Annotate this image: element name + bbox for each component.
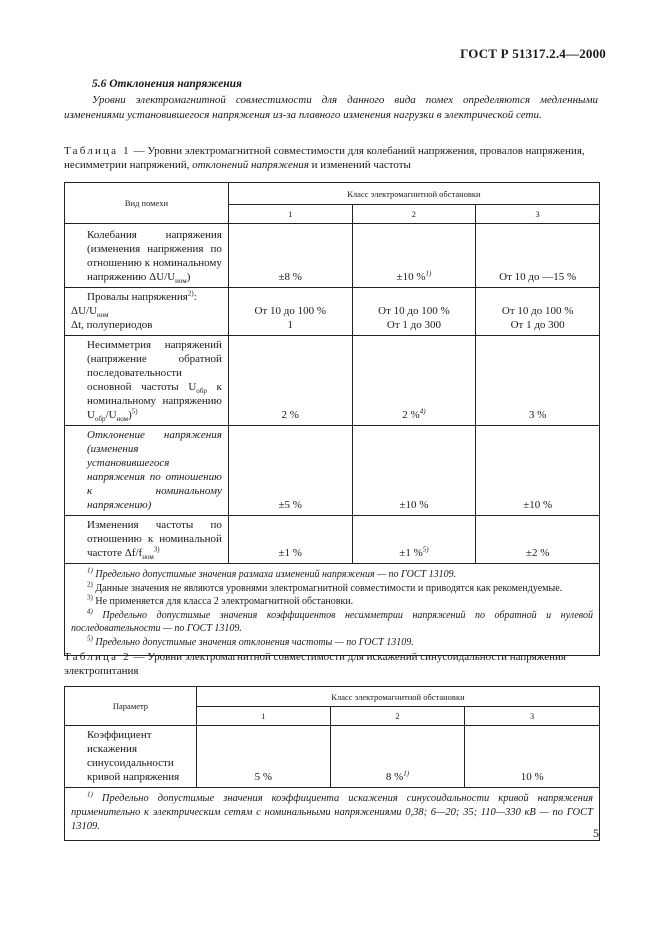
table1-class-1: 1 — [228, 205, 352, 224]
table1-footnotes — [65, 564, 600, 656]
table-row: Провалы напряжения$^{2)}$: $\Delta U/U_{ном}$ Δt, полупериодов От 10 до 100 % 1 От 10 до 100 % От 1 до 300 От 10 до 100 % От 1 до 300 — [65, 288, 600, 336]
table2-class-2: 2 — [330, 707, 465, 726]
footnote-2: $^{2)}$ Данные значения не являются уровнями электромагнитной совместимости и приводятся как рекомендуемые. — [87, 580, 563, 594]
table2-footnote — [65, 788, 600, 841]
table1-class-3: 3 — [476, 205, 600, 224]
row-label-fluctuations: Колебания напряжения (изменения напряжения по отношению к номинальному напряжению $\Delta U/U_{ном}$) — [65, 224, 229, 288]
table-row: Несимметрия напряжений (напряжение обратной последовательности основной частоты $U_{обр}$ к номинальному напряжению $U_{обр}/U_{ном})^{5)}$ 2 % 2 %$^{4)}$ 3 % — [65, 336, 600, 426]
section-title: 5.6 Отклонения напряжения — [92, 78, 242, 90]
table1-caption-label: Таблица 1 — [64, 145, 131, 157]
table1-col-group: Класс электромагнитной обстановки — [228, 183, 599, 205]
table1-col-param: Вид помехи — [65, 183, 229, 224]
row-label-unbalance: Несимметрия напряжений (напряжение обратной последовательности основной частоты $U_{обр}$ к номинальному напряжению $U_{обр}/U_{ном})^{5)}$ — [65, 336, 229, 426]
footnote-3: $^{3)}$ Не применяется для класса 2 электромагнитной обстановки. — [87, 593, 354, 607]
table-row: Колебания напряжения (изменения напряжения по отношению к номинальному напряжению $\Delta U/U_{ном}$) ±8 % ±10 %$^{1)}$ От 10 до —15 % — [65, 224, 600, 288]
row-label-thd: Коэффициент искажения синусоидальности кривой напряжения — [65, 726, 197, 788]
footnote-5: $^{5)}$ Предельно допустимые значения отклонения частоты — по ГОСТ 13109. — [87, 634, 414, 648]
table1-class-2: 2 — [352, 205, 476, 224]
table2 — [64, 686, 600, 841]
table2-caption: Таблица 2 — Уровни электромагнитной совместимости для искажений синусоидальности напряжения электропитания — [64, 651, 566, 677]
row-label-frequency: Изменения частоты по отношению к номинальной частоте $\Delta f/f_{ном}^{3)}$ — [65, 516, 229, 564]
row-label-dips: Провалы напряжения$^{2)}$: $\Delta U/U_{ном}$ Δt, полупериодов — [65, 288, 229, 336]
footnote-4: $^{4)}$ Предельно допустимые значения коэффициентов несимметрии напряжений по обратной и нулевой последовательности — по ГОСТ 13109. — [71, 607, 593, 634]
table2-footnote-1: $^{1)}$ Предельно допустимые значения коэффициента искажения синусоидальности кривой напряжения применительно к электрическим сетям с номинальными напряжениями 0,38; 6—20; 35; 110—330 кВ — по ГОСТ 13109. — [71, 790, 593, 832]
table2-col-group: Класс электромагнитной обстановки — [196, 687, 599, 707]
table2-class-3: 3 — [465, 707, 600, 726]
table-row: Отклонение напряжения (изменения установившегося напряжения по отношению к номинальному напряжению) ±5 % ±10 % ±10 % — [65, 426, 600, 516]
page-number: 5 — [593, 826, 599, 840]
table2-class-1: 1 — [196, 707, 330, 726]
document-code: ГОСТ Р 51317.2.4—2000 — [460, 46, 606, 61]
table1 — [64, 182, 600, 656]
footnote-1: $^{1)}$ Предельно допустимые значения размаха изменений напряжения — по ГОСТ 13109. — [87, 566, 457, 580]
table-row: Изменения частоты по отношению к номинальной частоте $\Delta f/f_{ном}^{3)}$ ±1 % ±1 %$^{5)}$ ±2 % — [65, 516, 600, 564]
section-body: Уровни электромагнитной совместимости для данного вида помех определяются медленными изменениями установившегося напряжения из-за плавного изменения нагрузки в электрической сети. — [64, 94, 598, 121]
table1-caption: Таблица 1 — Уровни электромагнитной совместимости для колебаний напряжения, провалов напряжения, несимметрии напряжений, отклонений напряжения и изменений частоты — [64, 145, 585, 171]
table2-col-param: Параметр — [65, 687, 197, 726]
table2-caption-label: Таблица 2 — [64, 651, 131, 663]
table-row: Коэффициент искажения синусоидальности кривой напряжения 5 % 8 %$^{1)}$ 10 % — [65, 726, 600, 788]
row-label-deviation: Отклонение напряжения (изменения установившегося напряжения по отношению к номинальному напряжению) — [65, 426, 229, 516]
